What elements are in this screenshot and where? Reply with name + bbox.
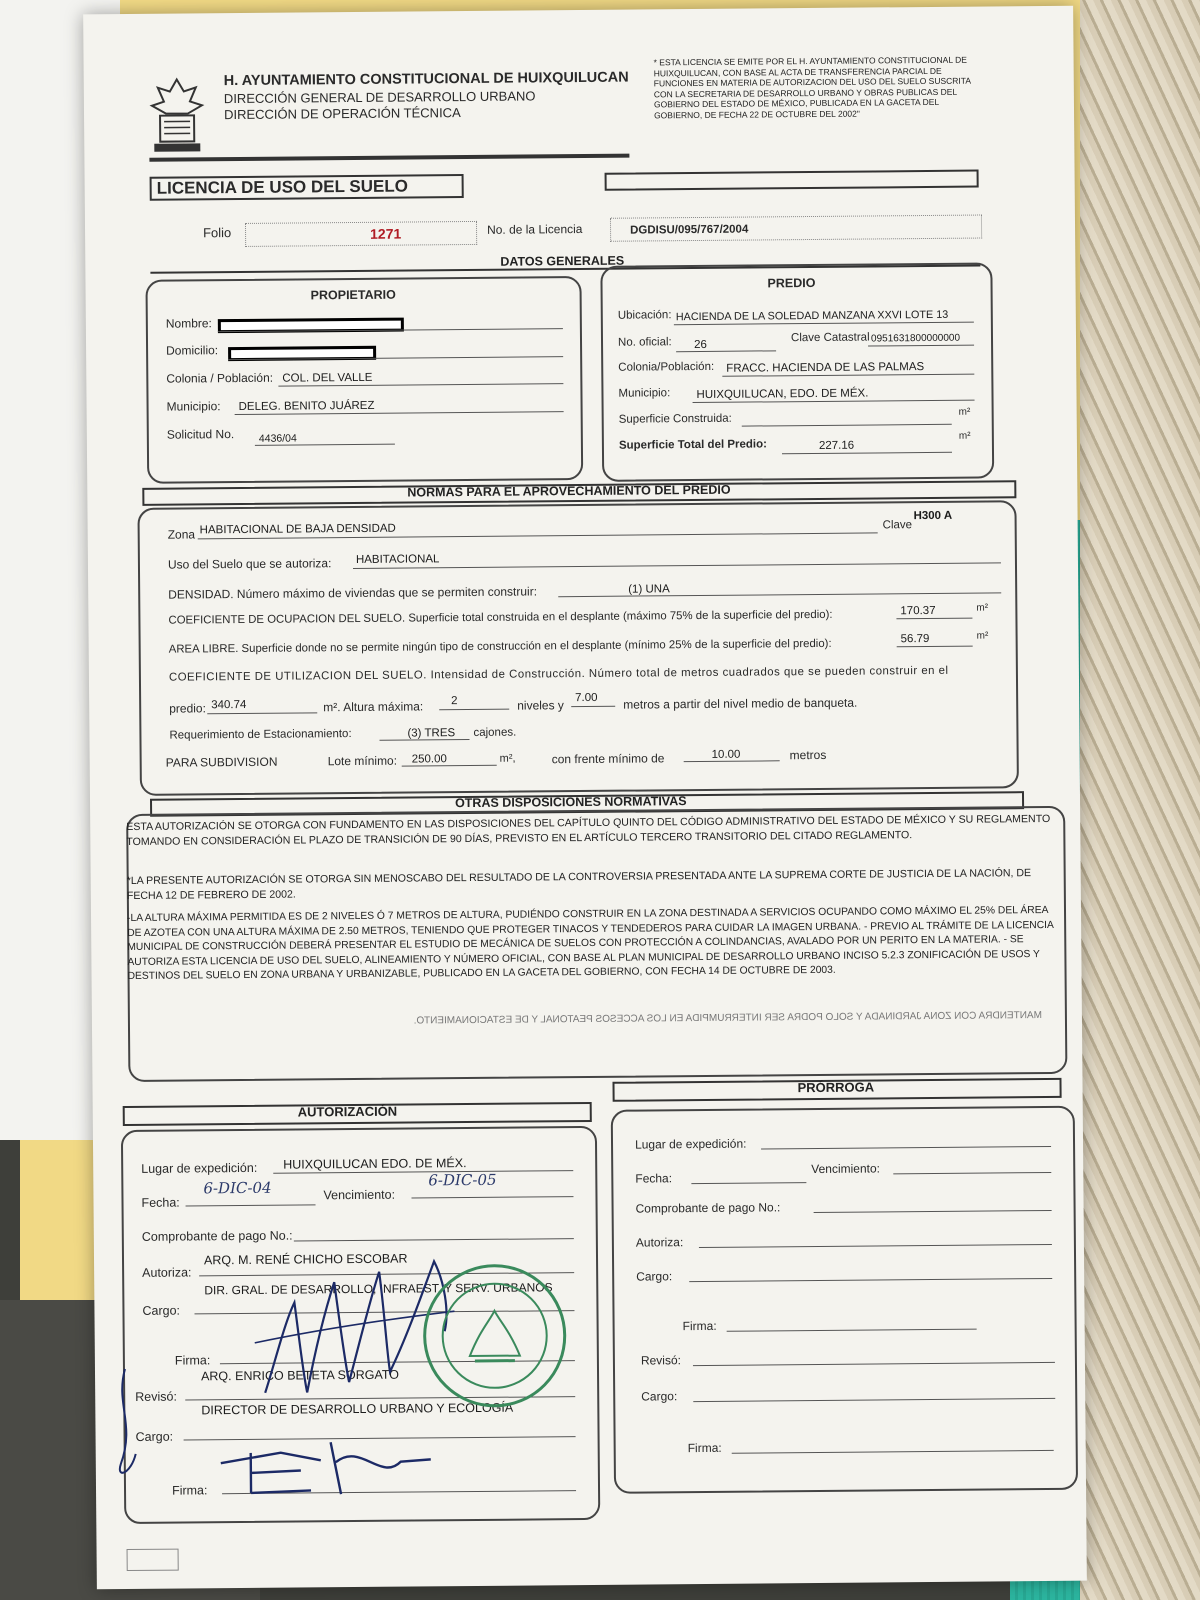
oficial-label: No. oficial: [617, 336, 672, 349]
cus-predio-value: 340.74 [211, 698, 247, 712]
superficie-construida-label: Superficie Construida: [618, 412, 732, 426]
header-rule [149, 154, 629, 162]
aut-vencimiento-label: Vencimiento: [323, 1187, 396, 1203]
predio-colonia-value: FRACC. HACIENDA DE LAS PALMAS [726, 361, 925, 375]
aut-fecha-label: Fecha: [141, 1195, 180, 1210]
footer-logo-icon [127, 1549, 179, 1571]
estacionamiento-value: (3) TRES [407, 727, 456, 740]
otras-paragraph-3: -LA ALTURA MÁXIMA PERMITIDA ES DE 2 NIVELES Ó 7 METROS DE ALTURA, PUDIÉNDO CONSTRUIR EN LA ZONA DESTINADA A SERVICIOS OCUPANDO COMO MÁXIMO EL 25% DEL ÁREA DE AZOTEA CON UNA ALTURA MÁXIMA DE 2.50 METROS, TENIENDO QUE PROTEGER TINACOS Y TENDEDEROS PARA CUIDAR LA IMAGEN URBANA. - PREVIO AL TRÁMITE DE LA LICENCIA MUNICIPAL DE CONSTRUCCIÓN DEBERÁ PRESENTAR EL ESTUDIO DE MECÁNICA DE SUELOS CON PROTECCIÓN A COLINDANCIAS, AVALADO POR UN PERITO EN LA MATERIA. - SE AUTORIZA ESTA LICENCIA DE USO DEL SUELO, ALINEAMIENTO Y NÚMERO OFICIAL, CON BASE AL PLAN MUNICIPAL DE DESARROLLO URBANO INCISO 5.2.3 ZONIFICACIÓN DE USOS Y DESTINOS DEL SUELO EN ZONA URBANA Y URBANIZABLE, PUBLICADO EN LA GACETA DEL GOBIERNO, CON FECHA 14 DE OCTUBRE DE 2003. [126, 904, 1054, 983]
uso-label: Uso del Suelo que se autoriza: [167, 556, 332, 572]
subdivision-label: PARA SUBDIVISION [165, 754, 278, 770]
header-direction: DIRECCIÓN GENERAL DE DESARROLLO URBANO [223, 88, 536, 107]
header-notice: * ESTA LICENCIA SE EMITE POR EL H. AYUNTAMIENTO CONSTITUCIONAL DE HUIXQUILUCAN, CON BASE AL ACTA DE TRANSFERENCIA PARCIAL DE FUNCIONES EN MATERIA DE AUTORIZACION DEL USO DEL SUELO SUSCRITA CON LA SECRETARIA DE DESARROLLO URBANO Y OBRAS PUBLICAS DEL GOBIERNO DEL ESTADO DE MÉXICO, PUBLICADA EN LA GACETA DEL GOBIERNO, DE FECHA 22 DE OCTUBRE DEL 2002" [653, 54, 971, 120]
datos-generales-title: DATOS GENERALES [500, 253, 625, 269]
solicitud-label: Solicitud No. [166, 427, 235, 442]
folio-field [245, 221, 477, 247]
uso-value: HABITACIONAL [355, 553, 440, 566]
ubicacion-label: Ubicación: [617, 309, 672, 322]
predio-title: PREDIO [767, 275, 816, 291]
ubicacion-value: HACIENDA DE LA SOLEDAD MANZANA XXVI LOTE 13 [675, 308, 949, 324]
frente-unit: metros [789, 747, 827, 763]
lote-minimo-unit: m², [499, 752, 516, 765]
superficie-total-label: Superficie Total del Predio: [618, 438, 768, 452]
otras-paragraph-1: ESTA AUTORIZACIÓN SE OTORGA CON FUNDAMENTO EN LAS DISPOSICIONES DEL CAPÍTULO QUINTO DEL CÓDIGO ADMINISTRATIVO DEL ESTADO DE MÉXICO Y SU REGLAMENTO TOMANDO EN CONSIDERACIÓN EL PLAZO DE TRANSICIÓN DE 90 DÍAS, PREVISTO EN EL ARTÍCULO TERCERO TRANSITORIO DEL CITADO REGLAMENTO. [126, 812, 1051, 849]
predio-municipio-label: Municipio: [618, 387, 671, 400]
title-bar-right [605, 170, 979, 191]
aut-cargo-label: Cargo: [142, 1303, 181, 1318]
cos-unit: m² [976, 602, 989, 614]
pro-fecha-label: Fecha: [635, 1171, 673, 1186]
oficial-value: 26 [694, 338, 707, 352]
folio-label: Folio [202, 225, 232, 241]
signature-reviewer-icon [211, 1431, 442, 1503]
cus-label: COEFICIENTE DE UTILIZACION DEL SUELO. Intensidad de Construcción. Número total de metros cuadrados que se pueden construir en el [168, 664, 949, 684]
aut-vencimiento-handwritten: 6-DIC-05 [428, 1170, 497, 1190]
aut-cargo2-label: Cargo: [135, 1429, 174, 1444]
prorroga-title: PRÓRROGA [797, 1079, 875, 1096]
metros-value: 7.00 [575, 691, 598, 705]
aut-cargo2-value: DIRECTOR DE DESARROLLO URBANO Y ECOLOGÍA [201, 1400, 514, 1418]
municipio-value: DELEG. BENITO JUÁREZ [238, 399, 375, 414]
area-libre-label: AREA LIBRE. Superficie donde no se permite ningún tipo de construcción en el desplante (mínimo 25% de la superficie del predio): [168, 637, 832, 656]
aut-pago-label: Comprobante de pago No.: [141, 1228, 293, 1244]
densidad-label: DENSIDAD. Número máximo de viviendas que se permiten construir: [168, 584, 538, 602]
autorizacion-title: AUTORIZACIÓN [297, 1103, 398, 1120]
densidad-value: (1) UNA [628, 583, 670, 596]
cos-label: COEFICIENTE DE OCUPACION DEL SUELO. Superficie total construida en el desplante (máximo 75% de la superficie del predio): [168, 608, 833, 627]
predio-colonia-label: Colonia/Población: [618, 360, 715, 374]
aut-lugar-label: Lugar de expedición: [141, 1160, 258, 1176]
cus-predio-label: predio: [169, 701, 206, 716]
header-municipality: H. AYUNTAMIENTO CONSTITUCIONAL DE HUIXQUILUCAN [223, 69, 629, 90]
official-seal-icon [419, 1260, 570, 1411]
superficie-total-unit: m² [958, 430, 971, 442]
clave-catastral-label: Clave Catastral [790, 331, 870, 345]
aut-firma-label: Firma: [174, 1353, 211, 1368]
zona-clave-label: Clave [882, 519, 913, 532]
frente-label: con frente mínimo de [551, 751, 665, 767]
lote-minimo-value: 250.00 [411, 753, 447, 766]
normas-title: NORMAS PARA EL APROVECHAMIENTO DEL PREDIO [407, 482, 731, 500]
aut-reviso-label: Revisó: [135, 1389, 177, 1404]
aut-fecha-handwritten: 6-DIC-04 [203, 1178, 272, 1198]
cos-value: 170.37 [900, 604, 936, 618]
cajones-label: cajones. [473, 726, 517, 739]
frente-value: 10.00 [711, 748, 741, 761]
zona-label: Zona [167, 527, 196, 542]
metros-label: metros a partir del nivel medio de banqueta. [623, 695, 858, 712]
municipal-logo-icon [144, 75, 211, 156]
pro-firma-label: Firma: [682, 1318, 717, 1334]
colonia-value: COL. DEL VALLE [282, 371, 373, 385]
niveles-label: niveles y [517, 698, 564, 713]
superficie-construida-unit: m² [958, 406, 971, 418]
header-subdirection: DIRECCIÓN DE OPERACIÓN TÉCNICA [223, 105, 461, 123]
pro-vencimiento-label: Vencimiento: [811, 1161, 881, 1177]
lote-minimo-label: Lote mínimo: [327, 753, 398, 769]
aut-firma2-label: Firma: [171, 1483, 208, 1498]
domicilio-label: Domicilio: [166, 343, 219, 358]
solicitud-value: 4436/04 [258, 432, 297, 445]
estacionamiento-label: Requerimiento de Estacionamiento: [169, 728, 352, 742]
clave-catastral-value: 0951631800000000 [870, 332, 961, 345]
license-no-label: No. de la Licencia [486, 222, 583, 237]
area-libre-value: 56.79 [900, 632, 930, 646]
signature-scribble-left-icon [105, 1364, 146, 1484]
otras-paragraph-4-bleed: MANTENDRA CON ZONA JARDINADA Y SOLO PODRA SER INTERRUMPIDA EN LOS ACCESOS PEATONAL Y DE ESTACIONAMIENTO. [413, 1010, 1042, 1027]
aut-autoriza-label: Autoriza: [142, 1265, 192, 1280]
aut-lugar-value: HUIXQUILUCAN EDO. DE MÉX. [283, 1156, 467, 1172]
zona-clave-value: H300 A [913, 509, 953, 523]
altura-label: m². Altura máxima: [323, 699, 424, 715]
colonia-label: Colonia / Población: [166, 370, 274, 386]
propietario-title: PROPIETARIO [310, 287, 396, 303]
aut-cargo-value: DIR. GRAL. DE DESARROLLO, INFRAEST. Y SERV. URBANOS [204, 1280, 553, 1298]
otras-title: OTRAS DISPOSICIONES NORMATIVAS [454, 794, 687, 811]
folio-number: 1271 [370, 225, 402, 242]
aut-autoriza-value: ARQ. M. RENÉ CHICHO ESCOBAR [203, 1251, 408, 1268]
pro-cargo2-label: Cargo: [641, 1389, 678, 1404]
aut-reviso-value: ARQ. ENRICO BETETA SORGATO [200, 1367, 400, 1384]
altura-value: 2 [451, 695, 458, 708]
area-libre-unit: m² [976, 630, 989, 642]
pro-firma2-label: Firma: [687, 1440, 722, 1456]
zona-value: HABITACIONAL DE BAJA DENSIDAD [199, 522, 396, 537]
license-no-value: DGDISU/095/767/2004 [630, 223, 749, 237]
pro-pago-label: Comprobante de pago No.: [635, 1200, 781, 1216]
pro-lugar-label: Lugar de expedición: [634, 1136, 747, 1152]
otras-paragraph-2: *LA PRESENTE AUTORIZACIÓN SE OTORGA SIN MENOSCABO DEL RESULTADO DE LA CONTROVERSIA PRESENTADA ANTE LA SUPREMA CORTE DE JUSTICIA DE LA NACIÓN, DE FECHA 12 DE FEBRERO DE 2002. [126, 867, 1032, 903]
document-title: LICENCIA DE USO DEL SUELO [156, 176, 408, 198]
municipio-label: Municipio: [166, 399, 221, 414]
superficie-total-value: 227.16 [818, 439, 855, 452]
predio-municipio-value: HUIXQUILUCAN, EDO. DE MÉX. [696, 387, 869, 402]
pro-cargo-label: Cargo: [636, 1269, 673, 1284]
striped-cloth [1080, 0, 1200, 1600]
pro-autoriza-label: Autoriza: [635, 1235, 684, 1250]
nombre-label: Nombre: [165, 316, 212, 331]
pro-reviso-label: Revisó: [640, 1353, 681, 1368]
license-document [83, 6, 1087, 1590]
